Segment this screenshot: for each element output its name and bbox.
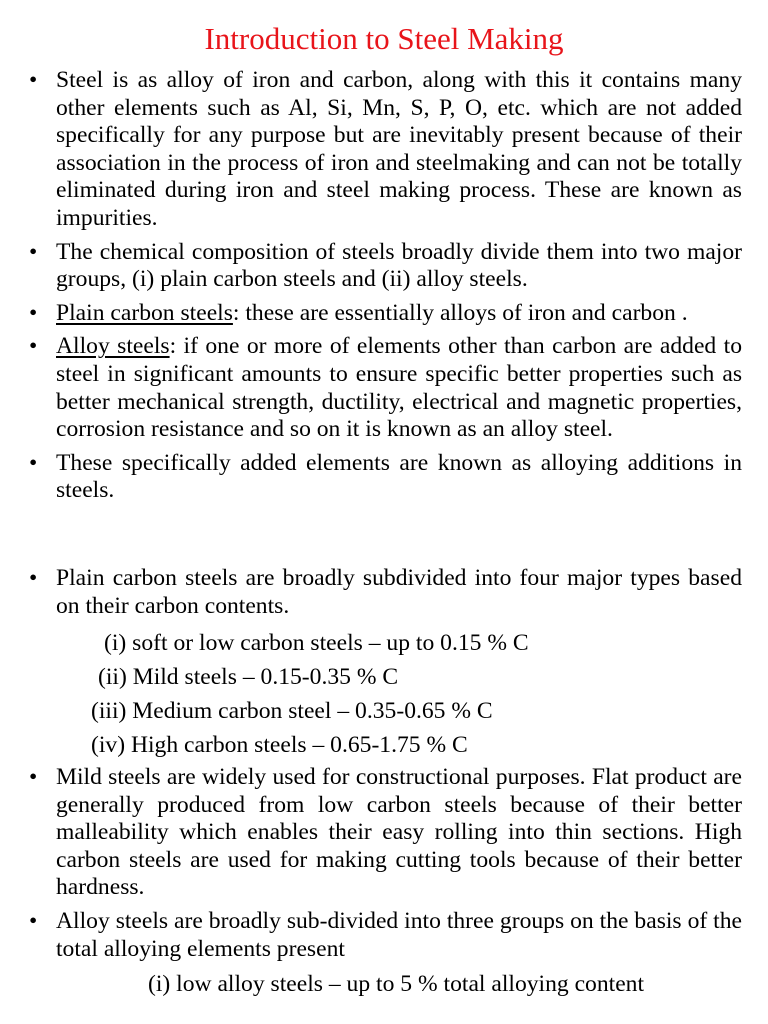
bullet-item — [56, 239, 742, 294]
bullet-term: Alloy steels — [56, 333, 170, 360]
bullet-text: Alloy steels are broadly sub-divided into three groups on the basis of the total alloying elements present — [56, 908, 742, 962]
bullet-text: Mild steels are widely used for constructional purposes. Flat product are generally produced from low carbon steels because of their better malleability which enables their easy rolling into thin sections. High carbon steels are used for making cutting tools because of their better hardness. — [56, 764, 742, 901]
bullet-text: These specifically added elements are known as alloying additions in steels. — [56, 449, 742, 504]
bullet-list — [56, 67, 742, 999]
bullet-item — [56, 450, 742, 505]
spacer — [56, 511, 742, 565]
page-title: Introduction to Steel Making — [204, 21, 564, 56]
bullet-text: Steel is as alloy of iron and carbon, along with this it contains many other elements such as Al, Si, Mn, S, P, O, etc. which are not added specifically for any purpose but are inevitably present because of their association in the process of iron and steelmaking and can not be totally eliminated during iron and steel making process. These are known as impurities. — [56, 67, 742, 231]
carbon-type-item: (iv) High carbon steels – 0.65-1.75 % C — [91, 732, 468, 759]
bullet-text: Plain carbon steels are broadly subdivided into four major types based on their carbon contents. — [56, 564, 742, 619]
bullet-term: Plain carbon steels — [56, 299, 233, 326]
carbon-type-item: (i) soft or low carbon steels – up to 0.15 % C — [104, 630, 529, 657]
bullet-text: : these are essentially alloys of iron and carbon . — [232, 299, 688, 326]
bullet-text: The chemical composition of steels broadly divide them into two major groups, (i) plain carbon steels and (ii) alloy steels. — [56, 238, 742, 293]
bullet-item — [56, 300, 742, 328]
carbon-type-item: (iii) Medium carbon steel – 0.35-0.65 % C — [91, 698, 493, 725]
bullet-item — [56, 908, 742, 963]
bullet-item — [56, 333, 742, 443]
bullet-text: : if one or more of elements other than carbon are added to steel in significant amounts to ensure specific better properties such as better mechanical strength, ductility, electrical and magnetic properties, corrosion resistance and so on it is known as an alloy steel. — [56, 333, 742, 443]
alloy-group-item: (i) low alloy steels – up to 5 % total alloying content — [148, 971, 645, 998]
carbon-type-item: (ii) Mild steels – 0.15-0.35 % C — [98, 664, 399, 691]
bullet-item — [56, 565, 742, 620]
bullet-item — [56, 764, 742, 902]
bullet-item — [56, 67, 742, 233]
